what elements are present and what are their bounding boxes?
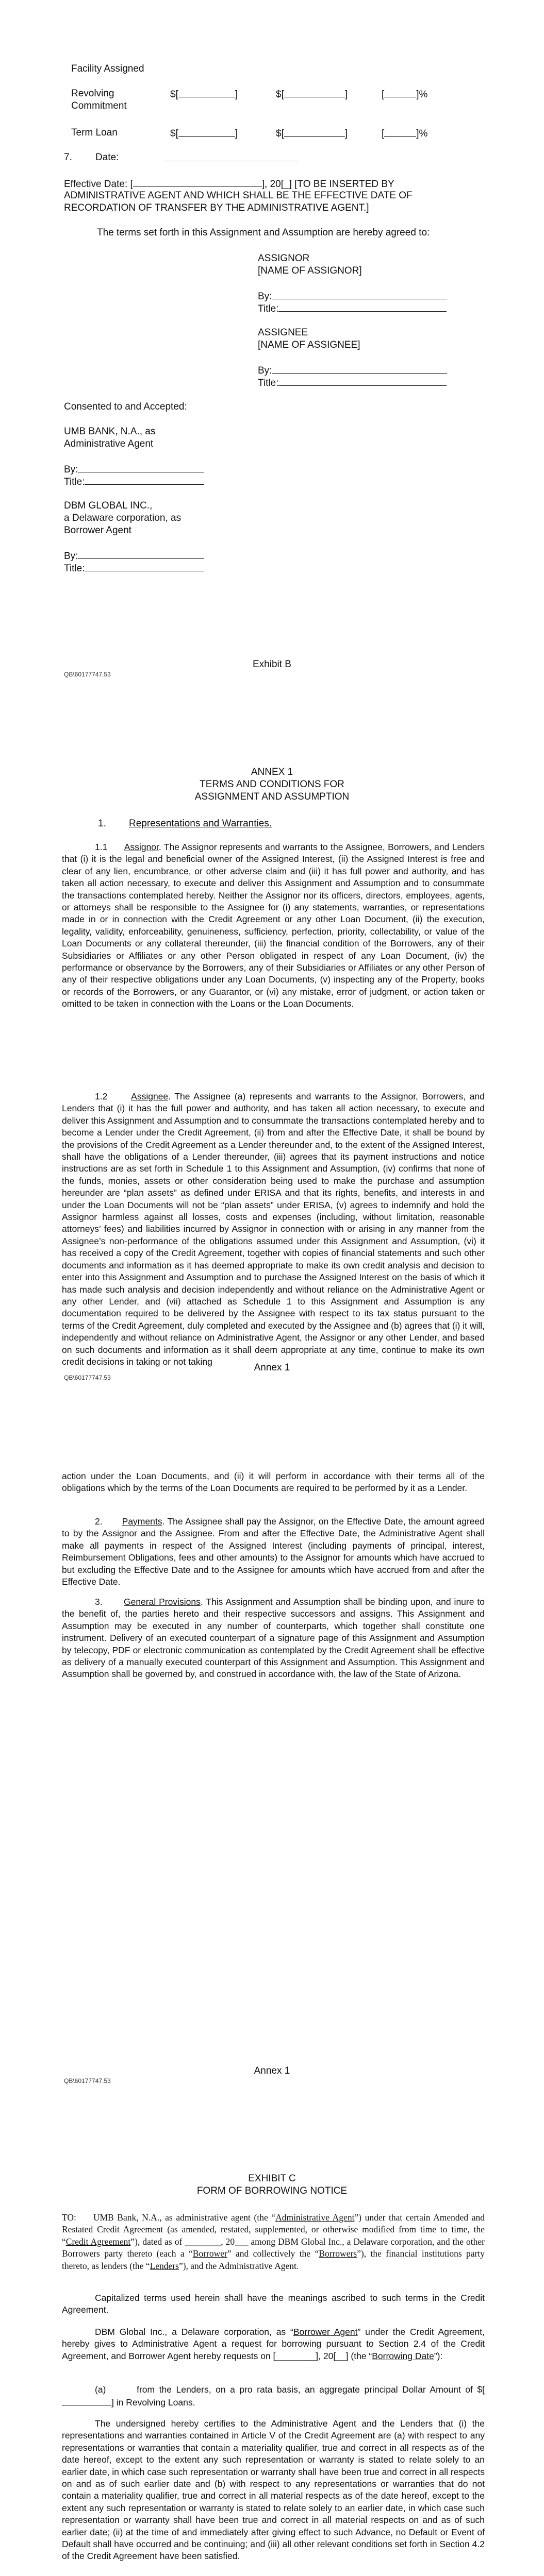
to-text: ”), the financial institutions party thereto, as lenders (the “ (62, 2248, 485, 2271)
section-2-paragraph (62, 1516, 485, 1588)
capitalized-terms-paragraph: Capitalized terms used herein shall have the meanings ascribed to such terms in the Credit Agreement. (62, 2293, 485, 2315)
body-text: from the Lenders, on a pro rata basis, an aggregate principal Dollar Amount of $[ (137, 2384, 485, 2395)
signature-line (78, 463, 204, 472)
annex-1-footer: Annex 1 (254, 2065, 290, 2076)
dollar-open: $[ (276, 128, 284, 139)
assignor-title (258, 302, 447, 315)
umb-by (64, 463, 204, 476)
assignee-heading: ASSIGNEE (258, 327, 308, 338)
section-body: . The Assignee shall pay the Assignor, on the Effective Date, the amount agreed to by the Assignor and the Assignee. From and after the Effective Date, the Administrative Agent shall make all payments in respect of the Assigned Interest (including payments of principal, interest, Reimbursement Obligations, fees and other amounts) to the Assignor for amounts which have accrued to but excluding the Effective Date and to the Assignee for amounts which have accrued from and after the Effective Date. (62, 1516, 485, 1587)
dollar-open: $[ (170, 89, 178, 100)
section-body: . The Assignor represents and warrants to the Assignee, Borrowers, and Lenders that (i) it is the legal and beneficial owner of the Assigned Interest, (ii) the Assigned Interest is free and clear of any lien, encumbrance, or other adverse claim and (iii) it has full power and authority, and has taken all action necessary, to execute and deliver this Assignment and Assumption and to consummate the transactions contemplated hereby. Neither the Assignor nor its officers, directors, employees, agents, or attorneys shall be responsible to the Assignee for (i) any statements, warranties, or representations made in or in connection with the Credit Agreement or any other Loan Document, (ii) the execution, legality, validity, enforceability, genuineness, sufficiency, perfection, priority, collectability, or value of the Loan Documents or any collateral thereunder, (iii) the financial condition of the Borrowers, any of their Subsidiaries or Affiliates or any other Person obligated in respect of any Loan Document, (iv) the performance or observance by the Borrowers, any of their Subsidiaries or Affiliates or any other Person of any of their respective obligations under any Loan Documents, (v) inspecting any of the Property, books or records of the Borrowers, or any Guarantor, or (vi) any mistake, error of judgment, or action taken or omitted to be taken in connection with the Loans or the Loan Documents. (62, 842, 485, 1009)
title-label: Title: (258, 303, 279, 314)
section-title: Assignor (124, 842, 159, 852)
annex-title-2: ASSIGNMENT AND ASSUMPTION (194, 791, 350, 802)
section-title: Payments (122, 1516, 162, 1527)
doc-id: QB\60177747.53 (64, 671, 111, 678)
exhibit-c-title: FORM OF BORROWING NOTICE (196, 2185, 348, 2196)
dbm-line-2: a Delaware corporation, as (64, 513, 182, 523)
umb-line-1: UMB BANK, N.A., as (64, 426, 156, 437)
exhibit-b-footer: Exhibit B (253, 659, 291, 670)
consented-text: Consented to and Accepted: (64, 401, 187, 412)
section-3-paragraph (62, 1596, 485, 1681)
continued-paragraph: action under the Loan Documents, and (ii) it will perform in accordance with their terms all of the obligations which by the terms of the Loan Documents are required to be performed by it as a Lender. (62, 1471, 485, 1494)
section-number: 1.1 (95, 842, 108, 852)
signature-line (278, 302, 447, 312)
revolving-label: Revolving (71, 88, 114, 99)
body-text: DBM Global Inc., a Delaware corporation, as “ (95, 2327, 293, 2337)
to-text: UMB Bank, N.A., as administrative agent (the “ (93, 2212, 276, 2223)
revolving-amount-1 (170, 88, 238, 101)
blank-line (284, 88, 345, 97)
item-a-paragraph (62, 2384, 485, 2409)
to-paragraph (62, 2212, 485, 2272)
section-1-2-paragraph (62, 1091, 485, 1368)
assignee-by (258, 364, 447, 377)
by-label: By: (258, 291, 272, 302)
effective-date-line-1 (64, 177, 394, 191)
assignee-title (258, 376, 447, 389)
dollar-open: $[ (170, 128, 178, 139)
blank-line (384, 88, 416, 97)
term-loan-label: Term Loan (71, 127, 118, 138)
bracket-open: [ (382, 89, 385, 100)
blank-line (384, 127, 416, 137)
defined-term: Borrowers (319, 2248, 357, 2259)
to-text: ”) under that certain Amended and Restated Credit Agreement (as amended, restated, supplemented, or otherwise modified from time to time, the “ (62, 2212, 485, 2247)
percent-close: ]% (416, 128, 428, 139)
defined-term: Lenders (150, 2260, 179, 2271)
section-1-title: Representations and Warranties. (129, 818, 272, 829)
dbm-line-3: Borrower Agent (64, 525, 131, 536)
section-1-number: 1. (98, 818, 106, 829)
section-title: Assignee (131, 1091, 169, 1101)
signature-line (272, 290, 447, 299)
umb-title (64, 475, 204, 488)
section-body: . This Assignment and Assumption shall be binding upon, and inure to the benefit of, the parties hereto and their respective successors and assigns. This Assignment and Assumption may be executed in any number of counterparts, which together shall constitute one instrument. Delivery of an executed counterpart of a signature page of this Assignment and Assumption by telecopy, PDF or electronic communication as contemplated by the Credit Agreement shall be effective as delivery of a manually executed counterpart of this Assignment and Assumption. This Assignment and Assumption shall be governed by, and construed in accordance with, the law of the State of Arizona. (62, 1597, 485, 1680)
dbm-request-paragraph (62, 2326, 485, 2362)
assignee-name: [NAME OF ASSIGNEE] (258, 340, 360, 350)
blank-line (284, 127, 345, 137)
body-text: ] in Revolving Loans. (111, 2397, 195, 2408)
bracket-close: ] (235, 89, 238, 100)
signature-line (278, 376, 447, 386)
section-number: 3. (95, 1597, 103, 1607)
dollar-open: $[ (276, 89, 284, 100)
doc-id: QB\60177747.53 (64, 2077, 111, 2084)
bracket-close: ] (344, 128, 348, 139)
to-text: ”), and the Administrative Agent. (178, 2260, 299, 2271)
page-3 (0, 1406, 544, 2110)
blank-line (178, 88, 235, 97)
page-1 (0, 0, 544, 703)
by-label: By: (64, 464, 78, 475)
term-amount-1 (170, 127, 238, 140)
term-amount-2 (276, 127, 348, 140)
annex-heading: ANNEX 1 (251, 767, 293, 777)
signature-line (78, 549, 204, 559)
assignor-name: [NAME OF ASSIGNOR] (258, 265, 362, 276)
section-number: 1.2 (95, 1091, 108, 1101)
title-label: Title: (258, 378, 279, 388)
dbm-by (64, 549, 204, 563)
blank-line (178, 127, 235, 137)
dbm-line-1: DBM GLOBAL INC., (64, 500, 153, 511)
revolving-percent (382, 88, 427, 101)
blank-line (133, 177, 262, 187)
signature-line (85, 562, 204, 571)
umb-line-2: Administrative Agent (64, 438, 154, 449)
assignor-heading: ASSIGNOR (258, 253, 310, 264)
title-label: Title: (64, 477, 85, 487)
to-label: TO: (62, 2212, 76, 2223)
effective-date-suffix: ], 20[_] [TO BE INSERTED BY (261, 179, 394, 190)
title-label: Title: (64, 563, 85, 574)
item-label: (a) (95, 2384, 106, 2395)
date-label: Date: (95, 152, 119, 163)
annex-1-footer: Annex 1 (254, 1362, 290, 1373)
revolving-amount-2 (276, 88, 348, 101)
by-label: By: (258, 365, 272, 376)
body-text: ” under the Credit Agreement, hereby gives to Administrative Agent a request for borrowing pursuant to Section 2.4 of the Credit Agreement, and Borrower Agent hereby requests on [________], 20[__] (the “ (62, 2327, 485, 2361)
to-text: ” and collectively the “ (227, 2248, 319, 2259)
term-percent (382, 127, 427, 140)
signature-line (85, 475, 204, 485)
effective-date-line-2: ADMINISTRATIVE AGENT AND WHICH SHALL BE THE EFFECTIVE DATE OF (64, 190, 413, 201)
defined-term: Borrower Agent (293, 2327, 358, 2337)
page-2 (0, 703, 544, 1406)
percent-close: ]% (416, 89, 428, 100)
section-1-1-paragraph (62, 841, 485, 1010)
section-number: 2. (95, 1516, 103, 1527)
defined-term: Administrative Agent (275, 2212, 355, 2223)
exhibit-c-heading: EXHIBIT C (248, 2173, 296, 2184)
commitment-label: Commitment (71, 100, 127, 111)
dbm-title (64, 562, 204, 575)
bracket-close: ] (344, 89, 348, 100)
section-body: . The Assignee (a) represents and warrants to the Assignor, Borrowers, and Lenders that (i) it has the full power and authority, and has taken all action necessary, to execute and deliver this Assignment and Assumption and to consummate the transactions contemplated hereby and to become a Lender under the Credit Agreement, (ii) from and after the Effective Date, it shall be bound by the provisions of the Credit Agreement as a Lender thereunder and, to the extent of the Assigned Interest, shall have the obligations of a Lender thereunder, (iii) agrees that its payment instructions and notice instructions are as set forth in Schedule 1 to this Assignment and Assumption, (iv) confirms that none of the funds, monies, assets or other consideration being used to make the purchase and assumption hereunder are “plan assets” as defined under ERISA and that its rights, benefits, and interests in and under the Loan Documents will not be “plan assets” under ERISA, (v) agrees to indemnify and hold the Assignor harmless against all losses, costs and expenses (including, without limitation, reasonable attorneys’ fees) and liabilities incurred by Assignor in connection with or arising in any manner from the Assignee’s non-performance of the obligations assumed under this Assignment and Assumption, (vi) it has received a copy of the Credit Agreement, together with copies of financial statements and such other documents and information as it has deemed appropriate to make its own credit analysis and decision to enter into this Assignment and Assumption and to purchase the Assigned Interest on the basis of which it has made such analysis and decision independently and without reliance on the Administrative Agent or any other Lender, and (vii) attached as Schedule 1 to this Assignment and Assumption is any documentation required to be delivered by the Assignee with respect to its tax status pursuant to the terms of the Credit Agreement, duly completed and executed by the Assignee and (b) agrees that (i) it will, independently and without reliance on Administrative Agent, the Assignor or any other Lender, and based on such documents and information as it shall deem appropriate at any time, continue to make its own credit decisions in taking or not taking (62, 1091, 485, 1367)
by-label: By: (64, 551, 78, 562)
section-title: General Provisions (123, 1597, 201, 1607)
defined-term: Borrower (192, 2248, 227, 2259)
page-4 (0, 2110, 544, 2576)
defined-term: Credit Agreement (65, 2236, 131, 2247)
effective-date-line-3: RECORDATION OF TRANSFER BY THE ADMINISTRATIVE AGENT.] (64, 202, 369, 213)
body-text: ”): (434, 2350, 443, 2361)
to-text: ”), dated as of ________, 20___ among DBM Global Inc., a Delaware corporation, and the other Borrowers party thereto (each a “ (62, 2236, 485, 2259)
terms-agreed-text: The terms set forth in this Assignment and Assumption are hereby agreed to: (97, 227, 430, 238)
signature-line (272, 364, 447, 374)
facility-assigned-label: Facility Assigned (71, 63, 144, 74)
certification-paragraph: The undersigned hereby certifies to the Administrative Agent and the Lenders that (i) the representations and warranties contained in Article V of the Credit Agreement are (a) with respect to any representations or warranties that contain a materiality qualifier, true and correct in all respects as of the date hereof, except to the extent any such representation or warranty is stated to relate solely to an earlier date, in which case such representation or warranty shall have been true and correct in all respects on and as of such earlier date and (b) with respect to any representations or warranties that do not contain a materiality qualifier, true and correct in all material respects as of the date hereof, except to the extent any such representation or warranty is stated to relate solely to an earlier date, in which case such representation or warranty shall have been true and correct in all material respects on and as of such earlier date; (ii) at the time of and immediately after giving effect to such Advance, no Default or Event of Default shall have occurred and be continuing; and (iii) all other relevant conditions set forth in Section 4.2 of the Credit Agreement have been satisfied. (62, 2418, 485, 2562)
item-7-number: 7. (64, 152, 72, 163)
defined-term: Borrowing Date (372, 2350, 434, 2361)
annex-title-1: TERMS AND CONDITIONS FOR (200, 779, 344, 790)
blank-line (62, 2396, 111, 2405)
effective-date-prefix: Effective Date: [ (64, 179, 133, 190)
bracket-close: ] (235, 128, 238, 139)
assignor-by (258, 290, 447, 303)
bracket-open: [ (382, 128, 385, 139)
doc-id: QB\60177747.53 (64, 1374, 111, 1381)
